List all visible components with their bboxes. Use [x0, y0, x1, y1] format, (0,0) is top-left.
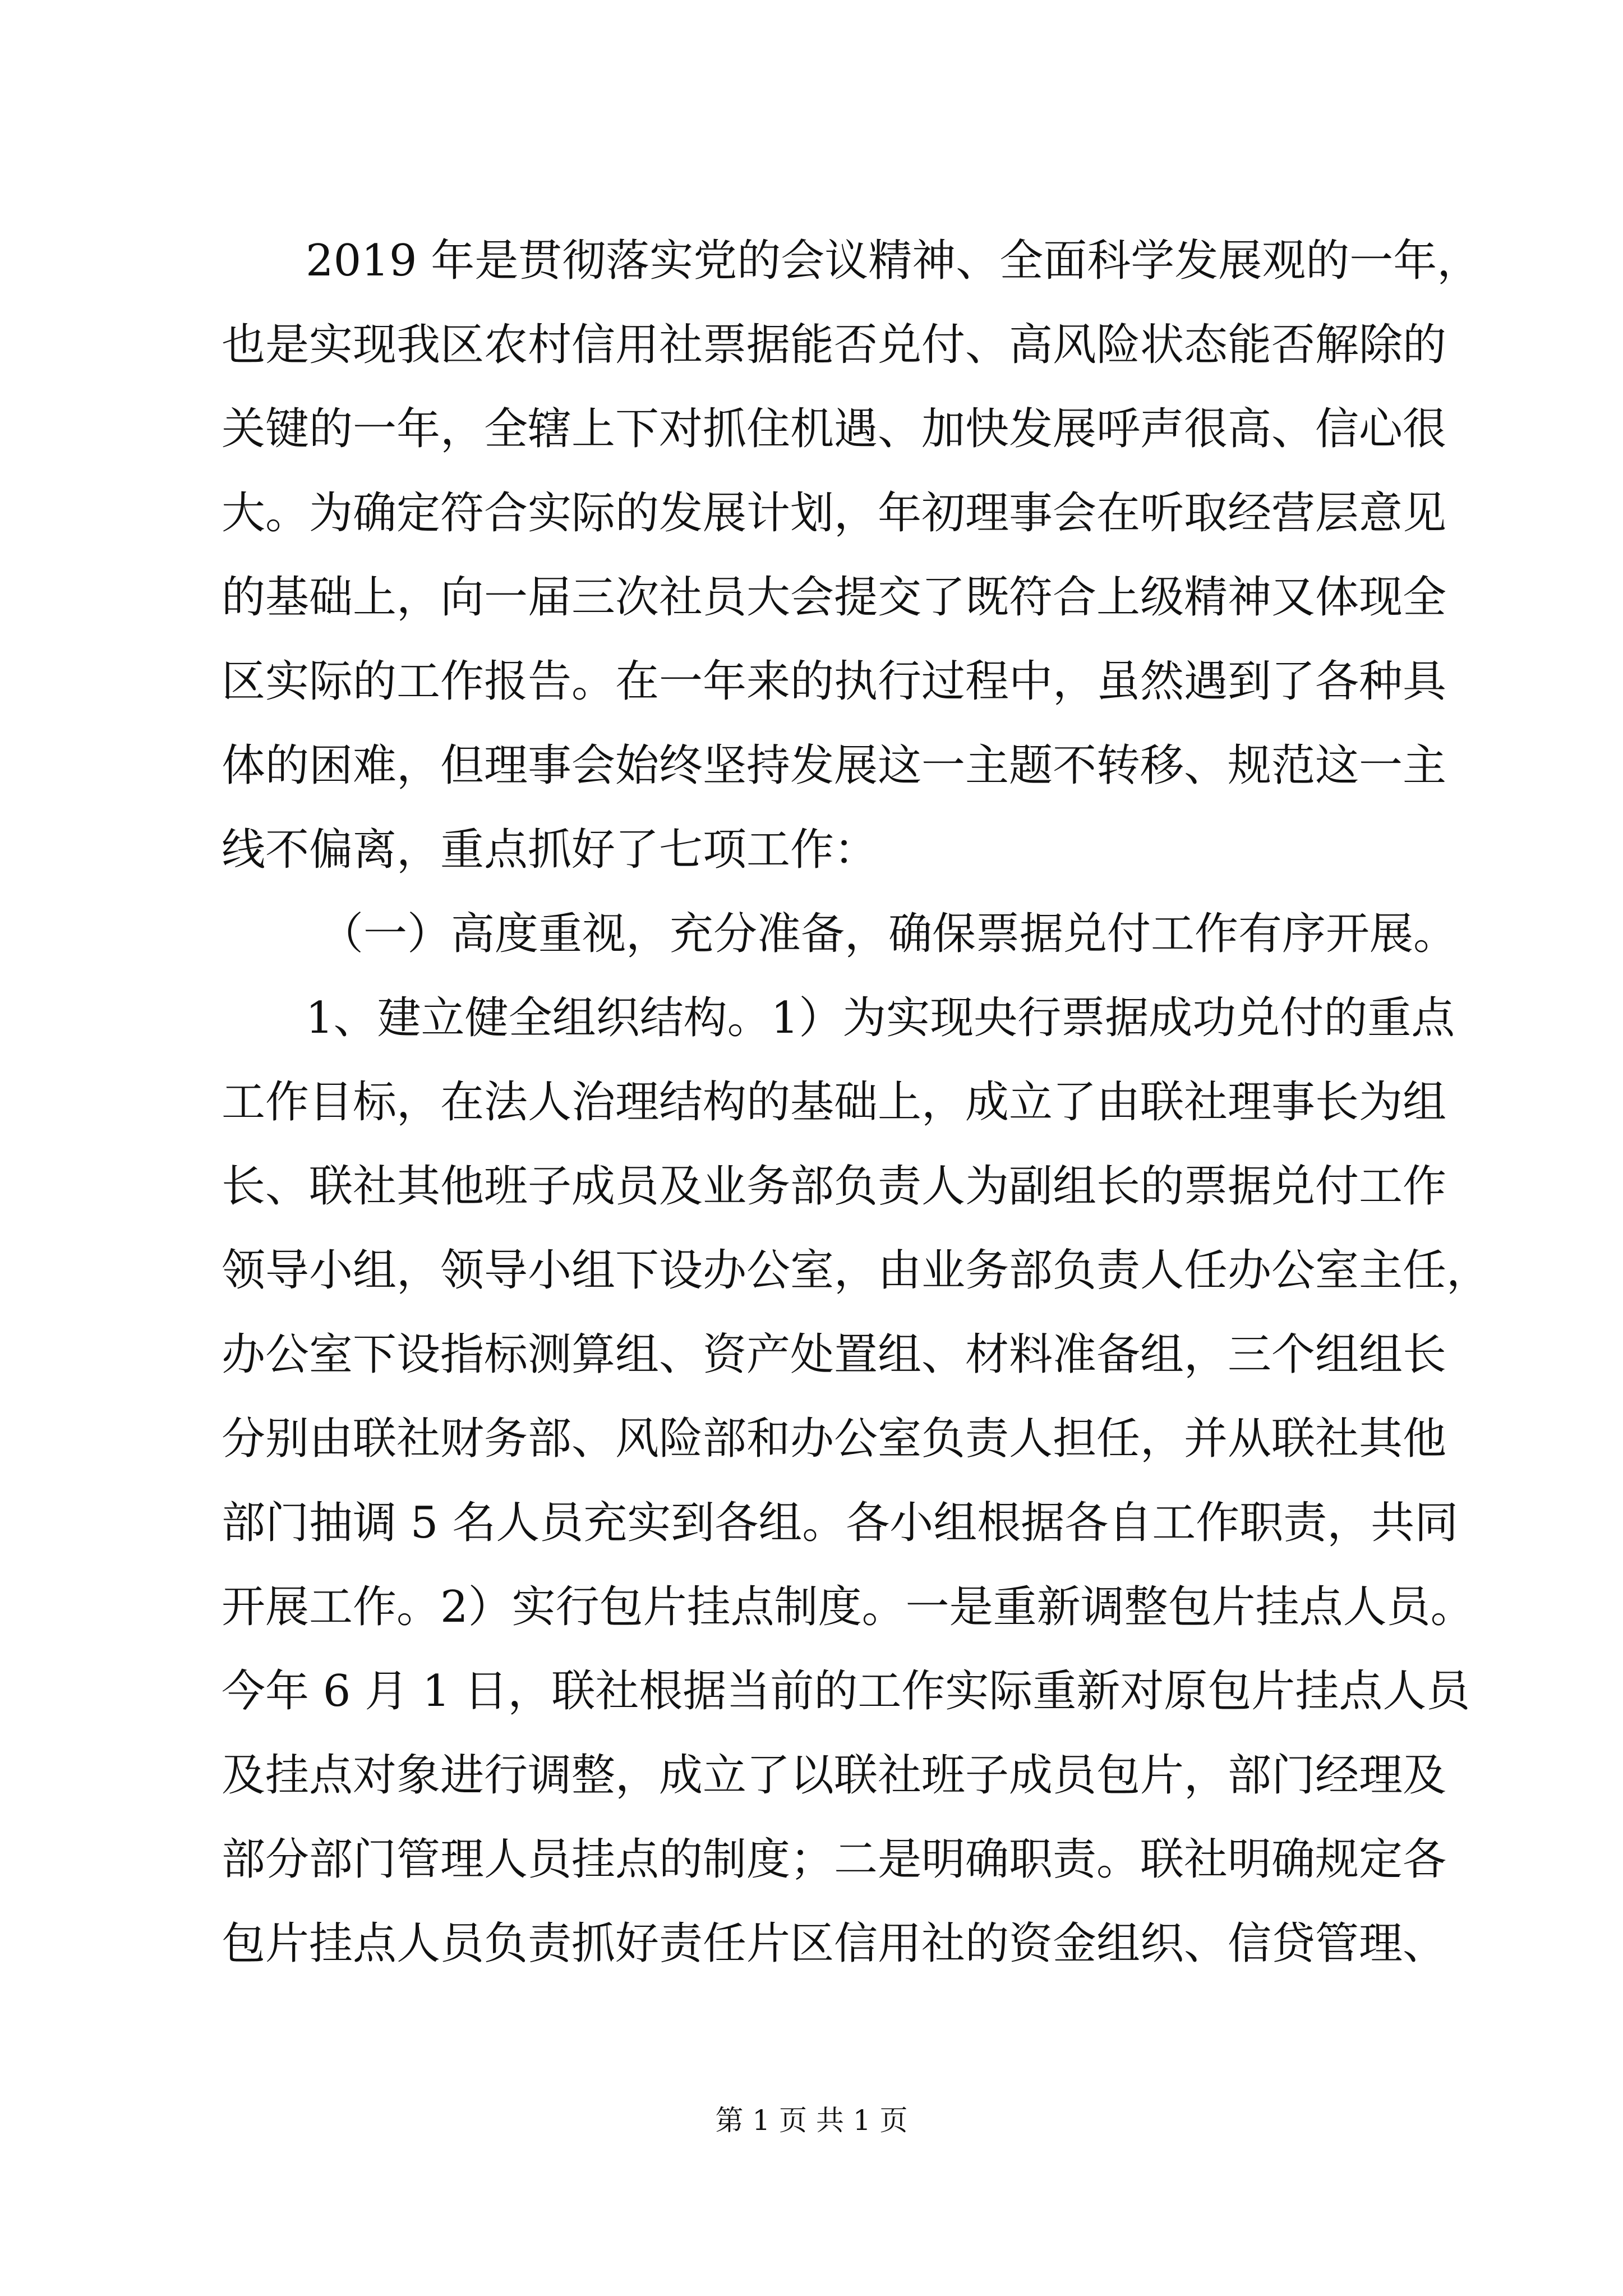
paragraph-line: 工作目标，在法人治理结构的基础上，成立了由联社理事长为组: [222, 1077, 1447, 1128]
paragraph-line: 部门抽调 5 名人员充实到各组。各小组根据各自工作职责，共同: [222, 1498, 1459, 1548]
paragraph-line: 线不偏离，重点抓好了七项工作：: [222, 825, 878, 875]
paragraph-line: 部分部门管理人员挂点的制度；二是明确职责。联社明确规定各: [222, 1834, 1447, 1885]
section-heading: （一）高度重视，充分准备，确保票据兑付工作有序开展。: [320, 909, 1458, 959]
paragraph-line: 及挂点对象进行调整，成立了以联社班子成员包片，部门经理及: [222, 1750, 1447, 1801]
paragraph-line: 的基础上，向一届三次社员大会提交了既符合上级精神又体现全: [222, 572, 1447, 623]
paragraph-line: 也是实现我区农村信用社票据能否兑付、高风险状态能否解除的: [222, 320, 1447, 370]
paragraph-line: 2019 年是贯彻落实党的会议精神、全面科学发展观的一年，: [306, 236, 1481, 286]
paragraph-line: 关键的一年，全辖上下对抓住机遇、加快发展呼声很高、信心很: [222, 404, 1447, 454]
page-footer: 第 1 页 共 1 页: [715, 2104, 908, 2137]
paragraph-line: 长、联社其他班子成员及业务部负责人为副组长的票据兑付工作: [222, 1161, 1447, 1212]
paragraph-line: 分别由联社财务部、风险部和办公室负责人担任，并从联社其他: [222, 1414, 1447, 1464]
paragraph-line: 办公室下设指标测算组、资产处置组、材料准备组，三个组组长: [222, 1329, 1447, 1380]
paragraph-line: 体的困难，但理事会始终坚持发展这一主题不转移、规范这一主: [222, 740, 1447, 791]
paragraph-line: 大。为确定符合实际的发展计划，年初理事会在听取经营层意见: [222, 488, 1447, 539]
paragraph-line: 开展工作。2）实行包片挂点制度。一是重新调整包片挂点人员。: [222, 1582, 1474, 1632]
document-body: [222, 219, 1491, 1986]
paragraph-line: 包片挂点人员负责抓好责任片区信用社的资金组织、信贷管理、: [222, 1918, 1447, 1969]
paragraph-line: 今年 6 月 1 日，联社根据当前的工作实际重新对原包片挂点人员: [222, 1666, 1470, 1717]
paragraph-line: 1、建立健全组织结构。1）为实现央行票据成功兑付的重点: [306, 993, 1455, 1043]
paragraph-line: 区实际的工作报告。在一年来的执行过程中，虽然遇到了各种具: [222, 656, 1447, 707]
paragraph-line: 领导小组，领导小组下设办公室，由业务部负责人任办公室主任，: [222, 1245, 1491, 1296]
